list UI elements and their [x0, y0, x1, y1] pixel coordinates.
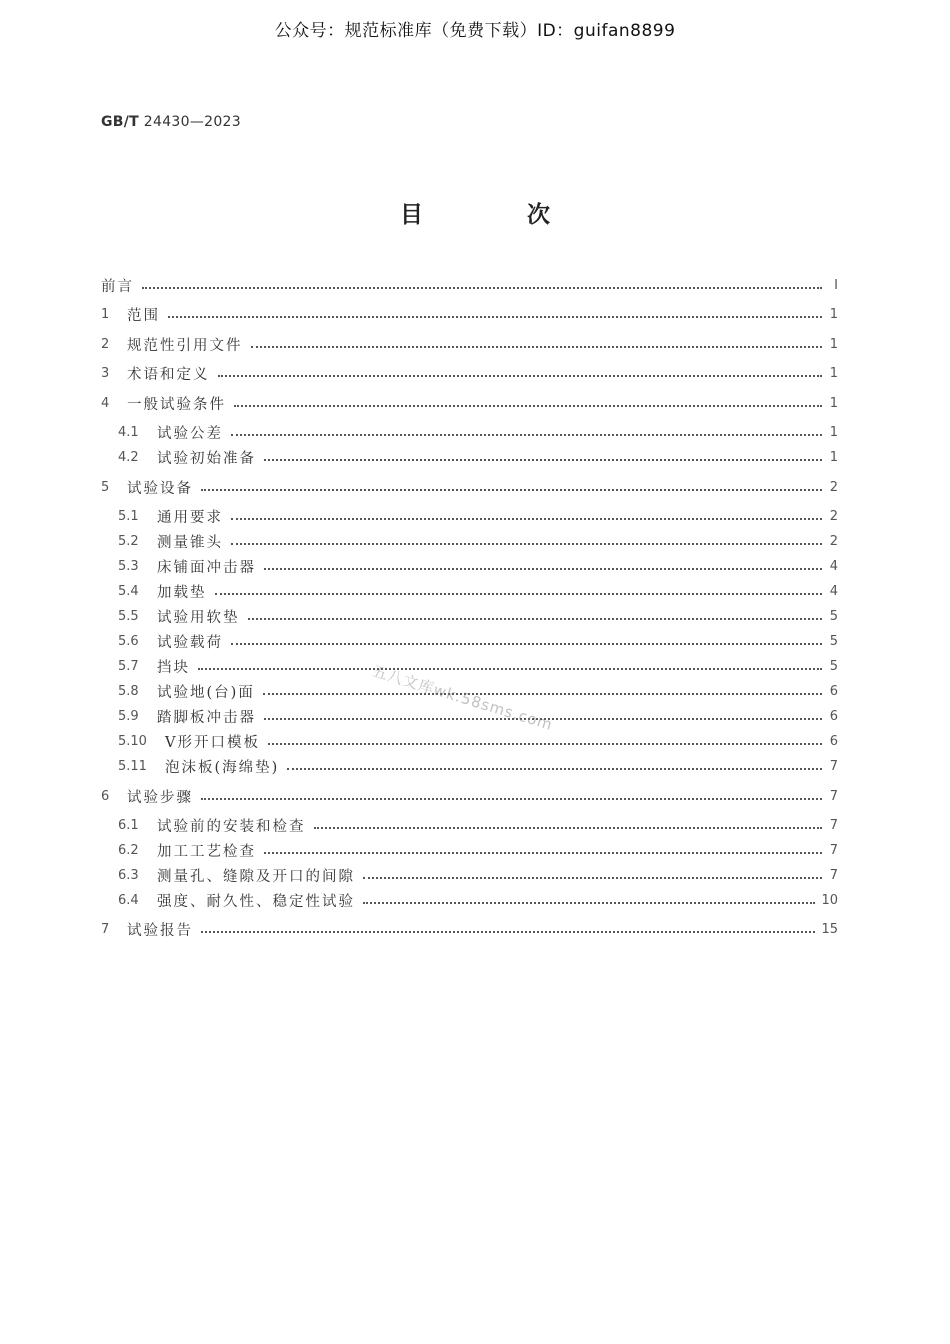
- toc-entry-number: 5.4: [118, 583, 139, 599]
- toc-leader-dots: [231, 541, 822, 545]
- toc-entry-label: 泡沫板(海绵垫): [165, 759, 280, 776]
- toc-entry-page: 10: [821, 892, 838, 908]
- toc-title: 目 次: [399, 202, 598, 228]
- toc-entry-number: 5.1: [118, 508, 139, 524]
- toc-entry-label: 试验地(台)面: [157, 684, 255, 701]
- toc-entry-5-4[interactable]: [118, 578, 838, 604]
- toc-entry-label: 前言: [101, 278, 134, 295]
- toc-entry-page: 6: [829, 733, 838, 749]
- toc-entry-label: 试验报告: [127, 922, 193, 939]
- toc-entry-page: 2: [829, 508, 838, 524]
- toc-entry-5-7[interactable]: [118, 653, 838, 679]
- toc-entry-number: 1: [101, 306, 110, 322]
- toc-entry-page: 7: [829, 817, 838, 833]
- toc-entry-label: 一般试验条件: [127, 396, 226, 413]
- toc-entry-5-11[interactable]: [118, 753, 838, 779]
- toc-entry-page: 2: [829, 479, 838, 495]
- toc-entry-6-4[interactable]: [118, 887, 838, 913]
- toc-entry-5-3[interactable]: [118, 553, 838, 579]
- toc-entry-5[interactable]: [101, 474, 838, 500]
- toc-entry-number: 5.6: [118, 633, 139, 649]
- toc-entry-label: 术语和定义: [127, 366, 210, 383]
- toc-entry-label: 强度、耐久性、稳定性试验: [157, 893, 355, 910]
- toc-entry-label: 规范性引用文件: [127, 337, 243, 354]
- toc-entry-number: 6.3: [118, 867, 139, 883]
- toc-entry-page: Ⅰ: [834, 277, 838, 293]
- toc-entry-6-2[interactable]: [118, 837, 838, 863]
- toc-entry-number: 6: [101, 788, 110, 804]
- toc-leader-dots: [142, 285, 822, 289]
- toc-entry-5-5[interactable]: [118, 603, 838, 629]
- toc-entry-5-6[interactable]: [118, 628, 838, 654]
- toc-leader-dots: [201, 796, 822, 800]
- toc-leader-dots: [234, 403, 822, 407]
- toc-entry-page: 7: [829, 788, 838, 804]
- toc-leader-dots: [168, 314, 822, 318]
- toc-entry-label: V形开口模板: [165, 734, 260, 751]
- toc-leader-dots: [251, 344, 823, 348]
- toc-entry-label: 挡块: [157, 659, 190, 676]
- toc-leader-dots: [231, 641, 822, 645]
- toc-entry-number: 5: [101, 479, 110, 495]
- toc-entry-number: 7: [101, 921, 110, 937]
- toc-entry-5-1[interactable]: [118, 503, 838, 529]
- toc-entry-4[interactable]: [101, 390, 838, 416]
- toc-entry-3[interactable]: [101, 360, 838, 386]
- toc-entry-number: 4: [101, 395, 110, 411]
- toc-entry-foreword[interactable]: [101, 272, 838, 298]
- toc-entry-page: 1: [829, 336, 838, 352]
- toc-entry-page: 7: [829, 867, 838, 883]
- toc-entry-label: 测量孔、缝隙及开口的间隙: [157, 868, 355, 885]
- toc-entry-page: 4: [829, 558, 838, 574]
- toc-leader-dots: [363, 875, 822, 879]
- toc-entry-5-10[interactable]: [118, 728, 838, 754]
- header-watermark: 公众号：规范标准库（免费下载）ID：guifan8899: [274, 21, 676, 41]
- toc-leader-dots: [248, 616, 823, 620]
- toc-entry-page: 4: [829, 583, 838, 599]
- toc-entry-number: 5.3: [118, 558, 139, 574]
- toc-leader-dots: [201, 487, 822, 491]
- toc-leader-dots: [268, 741, 822, 745]
- toc-entry-page: 1: [829, 424, 838, 440]
- toc-leader-dots: [287, 766, 822, 770]
- toc-entry-4-2[interactable]: [118, 444, 838, 470]
- toc-entry-page: 7: [829, 842, 838, 858]
- toc-entry-page: 1: [829, 365, 838, 381]
- toc-leader-dots: [263, 691, 822, 695]
- toc-entry-label: 试验用软垫: [157, 609, 240, 626]
- toc-entry-7[interactable]: [101, 916, 838, 942]
- toc-entry-label: 加工工艺检查: [157, 843, 256, 860]
- toc-entry-1[interactable]: [101, 301, 838, 327]
- table-of-contents: [0, 270, 950, 950]
- toc-entry-number: 6.4: [118, 892, 139, 908]
- toc-entry-page: 5: [829, 633, 838, 649]
- toc-entry-number: 4.2: [118, 449, 139, 465]
- toc-entry-number: 5.7: [118, 658, 139, 674]
- toc-entry-number: 5.11: [118, 758, 147, 774]
- toc-entry-6[interactable]: [101, 783, 838, 809]
- toc-entry-number: 3: [101, 365, 110, 381]
- toc-entry-number: 4.1: [118, 424, 139, 440]
- toc-entry-label: 试验载荷: [157, 634, 223, 651]
- toc-entry-number: 5.8: [118, 683, 139, 699]
- toc-entry-label: 试验前的安装和检查: [157, 818, 306, 835]
- toc-leader-dots: [218, 373, 823, 377]
- toc-entry-6-1[interactable]: [118, 812, 838, 838]
- toc-entry-page: 6: [829, 683, 838, 699]
- toc-leader-dots: [201, 929, 815, 933]
- toc-entry-page: 15: [821, 921, 838, 937]
- toc-entry-page: 1: [829, 449, 838, 465]
- toc-entry-label: 加载垫: [157, 584, 207, 601]
- toc-entry-label: 试验公差: [157, 425, 223, 442]
- toc-leader-dots: [264, 566, 822, 570]
- toc-entry-label: 范围: [127, 307, 160, 324]
- toc-entry-6-3[interactable]: [118, 862, 838, 888]
- toc-entry-5-2[interactable]: [118, 528, 838, 554]
- toc-entry-page: 5: [829, 608, 838, 624]
- toc-leader-dots: [314, 825, 823, 829]
- toc-entry-label: 床铺面冲击器: [157, 559, 256, 576]
- toc-entry-number: 2: [101, 336, 110, 352]
- standard-year-number: 24430—2023: [143, 114, 241, 130]
- toc-entry-label: 测量锥头: [157, 534, 223, 551]
- toc-leader-dots: [264, 850, 822, 854]
- toc-entry-page: 1: [829, 306, 838, 322]
- toc-entry-number: 5.10: [118, 733, 147, 749]
- toc-leader-dots: [231, 516, 822, 520]
- toc-entry-number: 5.2: [118, 533, 139, 549]
- toc-entry-2[interactable]: [101, 331, 838, 357]
- toc-entry-number: 6.1: [118, 817, 139, 833]
- toc-entry-number: 5.9: [118, 708, 139, 724]
- toc-entry-page: 6: [829, 708, 838, 724]
- standard-code: GB/T: [101, 114, 140, 130]
- toc-entry-page: 7: [829, 758, 838, 774]
- toc-entry-page: 2: [829, 533, 838, 549]
- toc-entry-label: 通用要求: [157, 509, 223, 526]
- standard-number: [101, 114, 241, 130]
- toc-entry-number: 6.2: [118, 842, 139, 858]
- toc-entry-label: 试验初始准备: [157, 450, 256, 467]
- diagonal-watermark: 五八文库wk.58sms.com: [370, 661, 556, 735]
- toc-entry-page: 1: [829, 395, 838, 411]
- toc-leader-dots: [264, 457, 822, 461]
- toc-leader-dots: [198, 666, 822, 670]
- toc-entry-label: 试验设备: [127, 480, 193, 497]
- toc-leader-dots: [215, 591, 823, 595]
- toc-entry-label: 踏脚板冲击器: [157, 709, 256, 726]
- toc-entry-number: 5.5: [118, 608, 139, 624]
- toc-leader-dots: [363, 900, 815, 904]
- toc-leader-dots: [231, 432, 822, 436]
- toc-entry-label: 试验步骤: [127, 789, 193, 806]
- toc-entry-4-1[interactable]: [118, 419, 838, 445]
- toc-entry-page: 5: [829, 658, 838, 674]
